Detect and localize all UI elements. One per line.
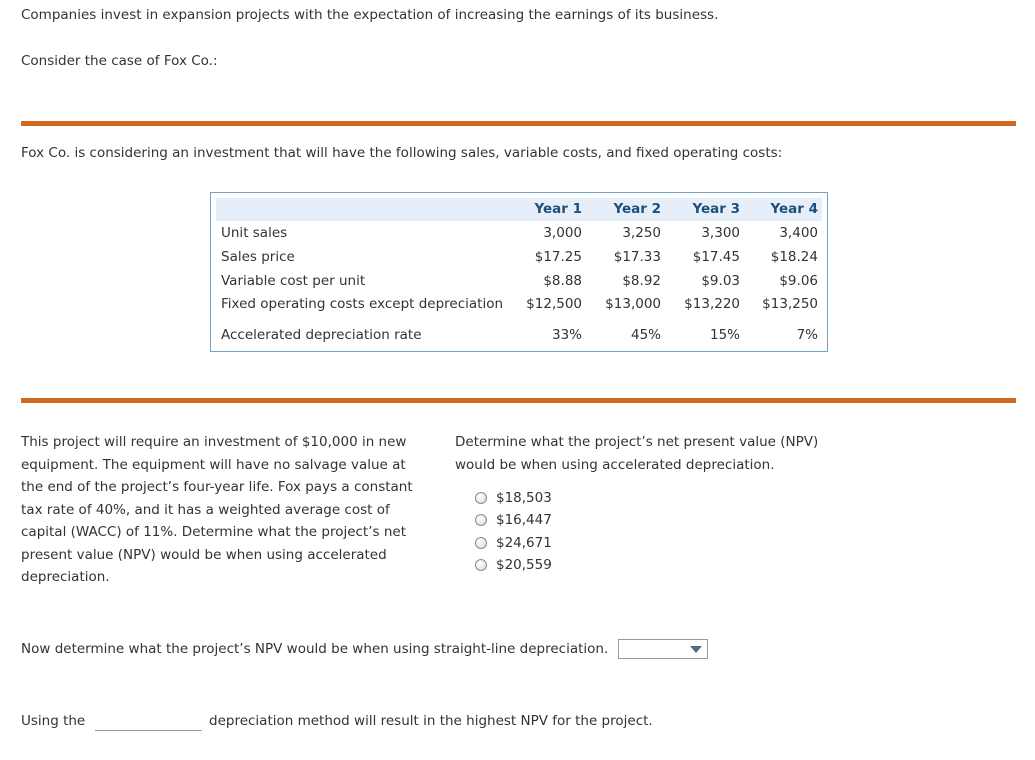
cell-depreciation-rate-y1: 33%: [551, 327, 582, 343]
header-year-1: Year 1: [534, 201, 582, 217]
cell-sales-price-y4: $18.24: [770, 249, 818, 265]
intro-line-1: Companies invest in expansion projects with the expectation of increasing the earnings of its business.: [21, 7, 719, 23]
npv-straight-line-dropdown[interactable]: [618, 639, 708, 659]
cell-variable-cost-y4: $9.06: [779, 273, 818, 289]
row-label-unit-sales: Unit sales: [221, 225, 288, 241]
row-label-depreciation-rate: Accelerated depreciation rate: [221, 327, 422, 343]
cell-sales-price-y3: $17.45: [692, 249, 740, 265]
highest-npv-suffix: depreciation method will result in the highest NPV for the project.: [209, 713, 653, 729]
header-year-4: Year 4: [770, 201, 818, 217]
cell-depreciation-rate-y4: 7%: [796, 327, 818, 343]
cell-variable-cost-y3: $9.03: [701, 273, 740, 289]
cell-variable-cost-y2: $8.92: [622, 273, 661, 289]
option-label: $24,671: [496, 535, 552, 551]
cell-unit-sales-y2: 3,250: [622, 225, 661, 241]
npv-option-4[interactable]: [475, 555, 552, 575]
cell-unit-sales-y1: 3,000: [543, 225, 582, 241]
option-label: $20,559: [496, 557, 552, 573]
radio-button[interactable]: [475, 492, 487, 504]
depreciation-method-blank[interactable]: [95, 730, 202, 731]
npv-option-1[interactable]: [475, 488, 552, 508]
cell-fixed-costs-y3: $13,220: [684, 296, 740, 312]
row-label-sales-price: Sales price: [221, 249, 295, 265]
npv-accelerated-question: Determine what the project’s net present value (NPV) would be when using accelerated depreciation.: [455, 434, 819, 473]
scenario-paragraph: This project will require an investment of $10,000 in new equipment. The equipment will have no salvage value at the end of the project’s four-year life. Fox pays a constant tax rate of 40%, and it has a weighted average cost of capital (WACC) of 11%. Determine what the project’s net present value (NPV) would be when using accelerated depreciation.: [21, 434, 413, 585]
option-label: $18,503: [496, 490, 552, 506]
cell-variable-cost-y1: $8.88: [543, 273, 582, 289]
cell-unit-sales-y3: 3,300: [701, 225, 740, 241]
npv-option-2[interactable]: [475, 510, 552, 530]
npv-straight-line-question: Now determine what the project’s NPV would be when using straight-line depreciation.: [21, 641, 609, 657]
cost-table: [210, 192, 828, 352]
section-divider-middle: [21, 398, 1016, 403]
radio-button[interactable]: [475, 537, 487, 549]
row-label-variable-cost: Variable cost per unit: [221, 273, 366, 289]
radio-button[interactable]: [475, 559, 487, 571]
cell-fixed-costs-y4: $13,250: [762, 296, 818, 312]
cell-sales-price-y1: $17.25: [534, 249, 582, 265]
chevron-down-icon: [690, 646, 702, 653]
intro-line-2: Consider the case of Fox Co.:: [21, 53, 218, 69]
table-intro: Fox Co. is considering an investment that will have the following sales, variable costs, and fixed operating costs:: [21, 145, 783, 161]
cell-unit-sales-y4: 3,400: [779, 225, 818, 241]
header-year-3: Year 3: [692, 201, 740, 217]
header-year-2: Year 2: [613, 201, 661, 217]
option-label: $16,447: [496, 512, 552, 528]
cell-fixed-costs-y2: $13,000: [605, 296, 661, 312]
npv-option-3[interactable]: [475, 533, 552, 553]
highest-npv-prefix: Using the: [21, 713, 86, 729]
row-label-fixed-costs: Fixed operating costs except depreciation: [221, 296, 504, 312]
radio-button[interactable]: [475, 514, 487, 526]
cell-sales-price-y2: $17.33: [613, 249, 661, 265]
cell-fixed-costs-y1: $12,500: [526, 296, 582, 312]
section-divider-top: [21, 121, 1016, 126]
cell-depreciation-rate-y2: 45%: [630, 327, 661, 343]
cell-depreciation-rate-y3: 15%: [709, 327, 740, 343]
